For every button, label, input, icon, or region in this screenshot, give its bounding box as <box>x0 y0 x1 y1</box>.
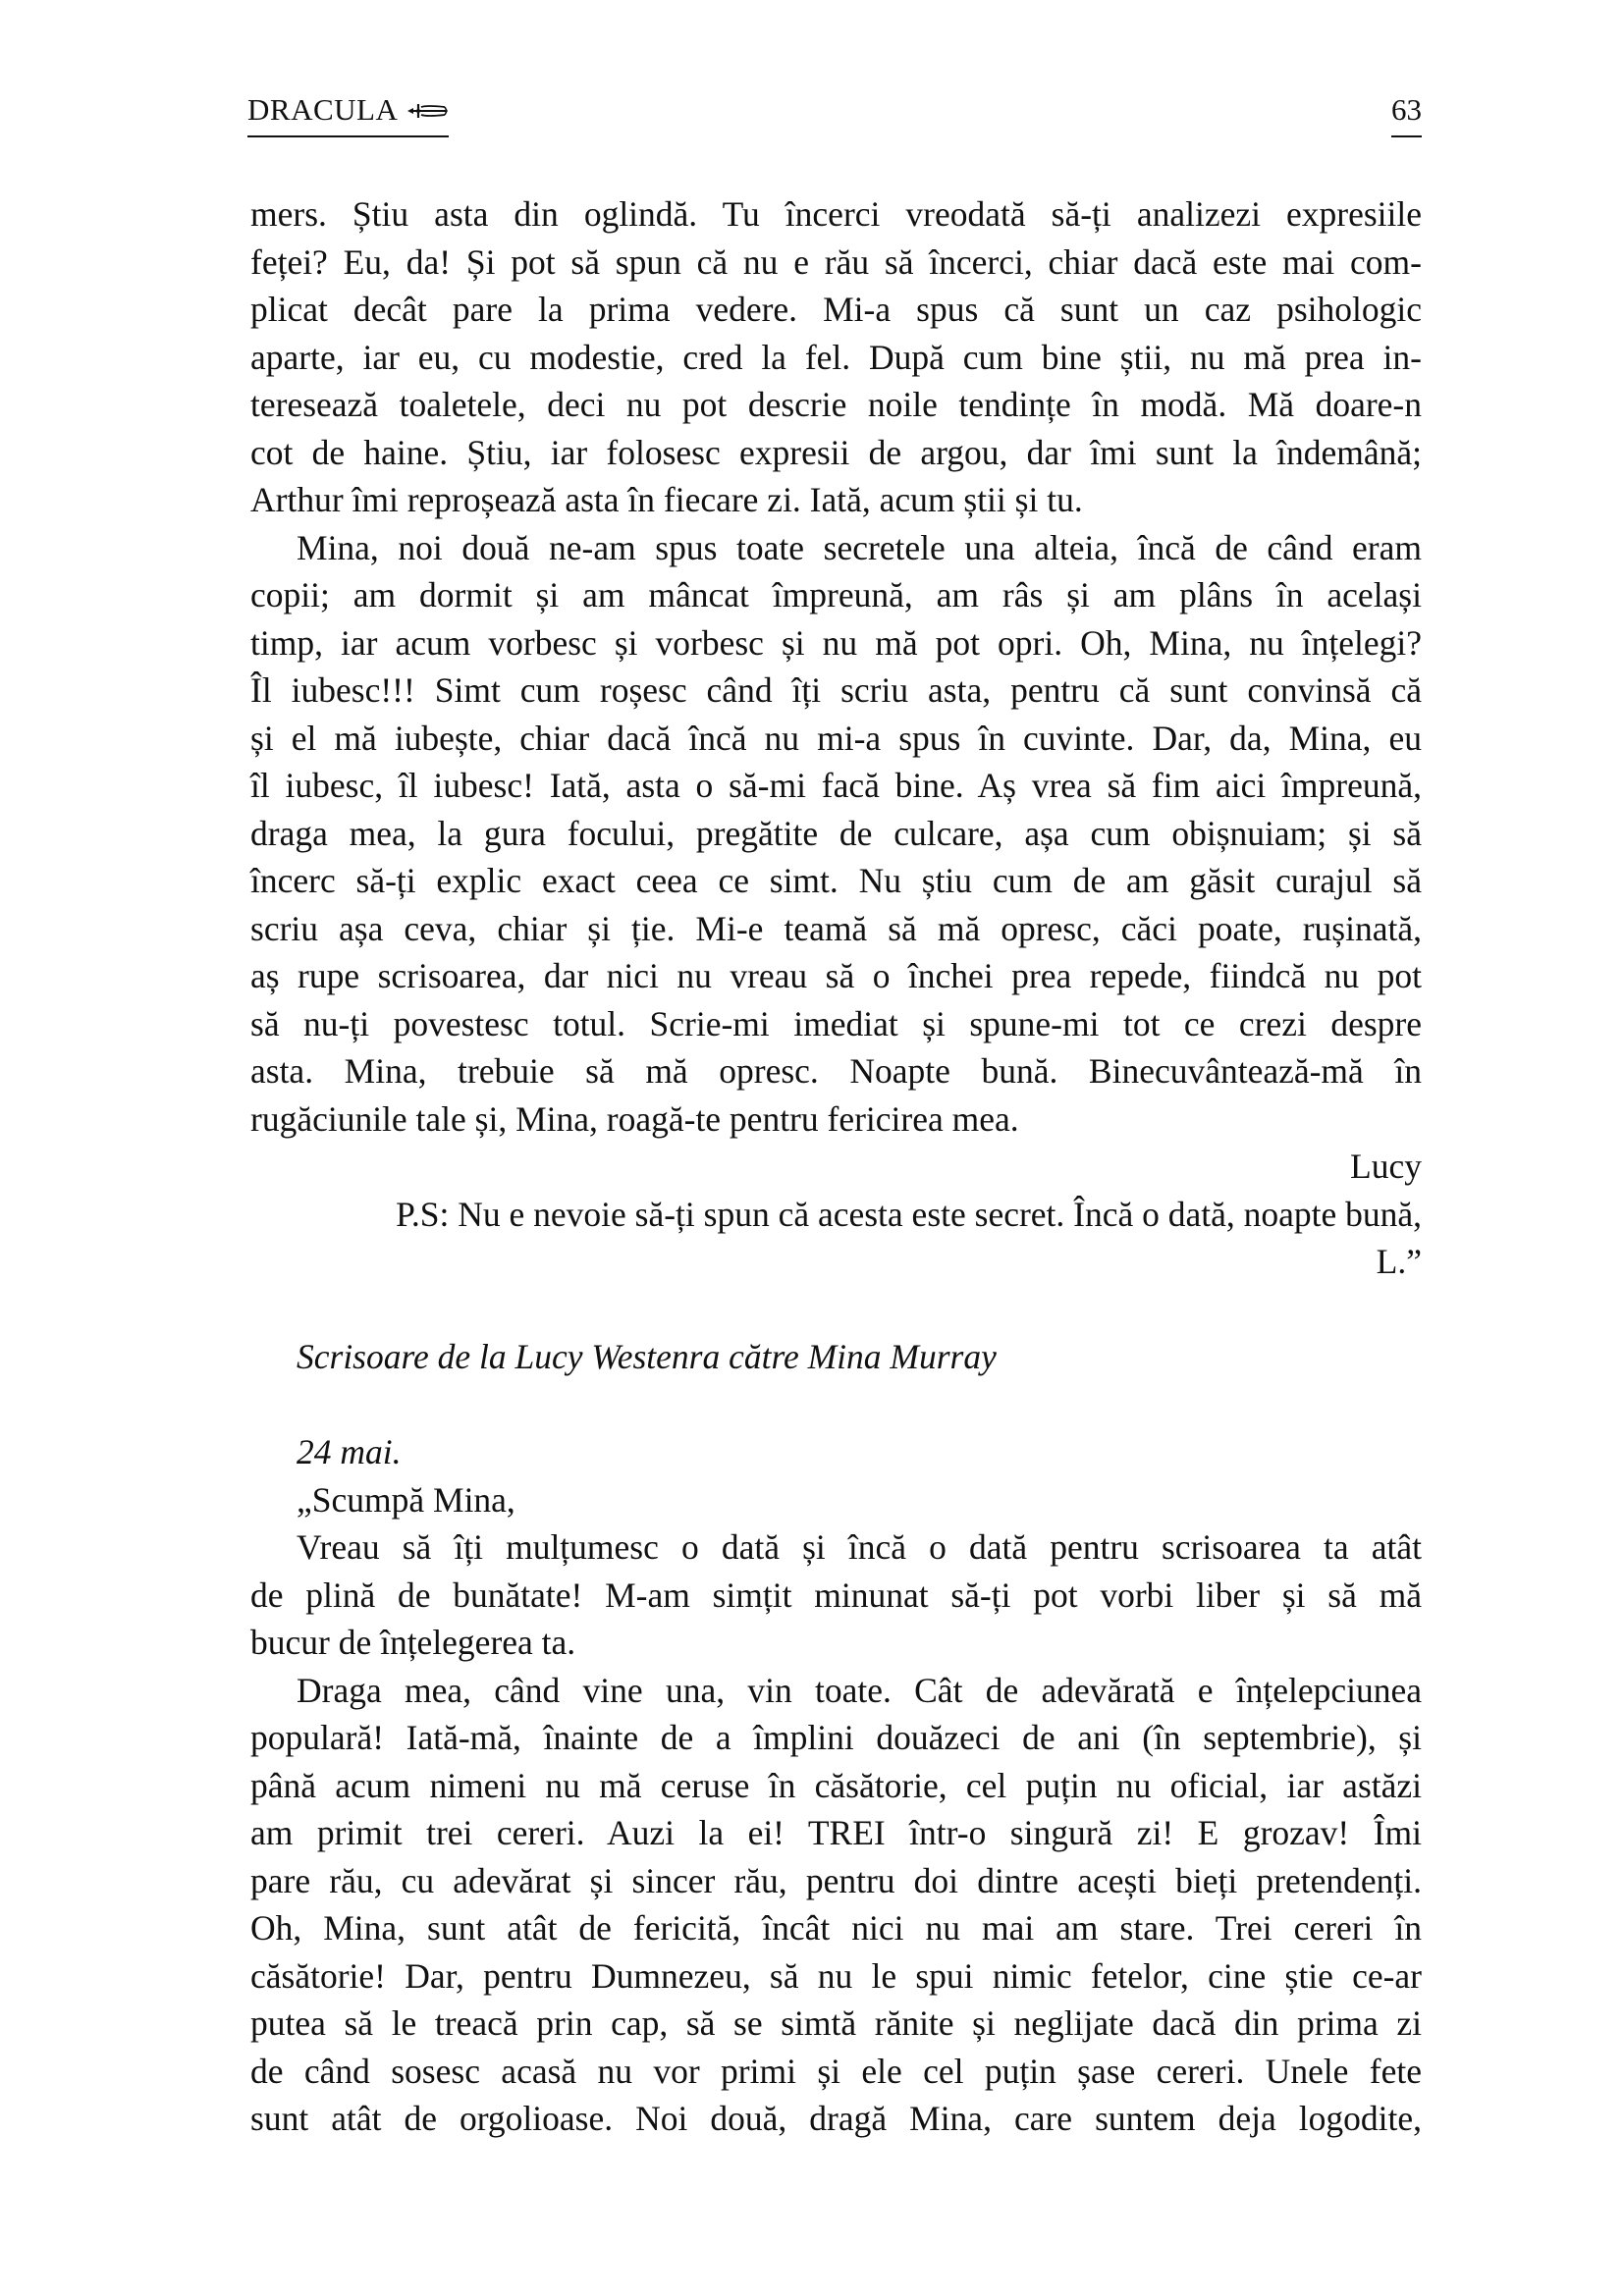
text-line: încerc să-ți explic exact ceea ce simt. Nu știu cum de am găsit curajul să <box>250 861 1422 900</box>
text-line: Draga mea, când vine una, vin toate. Cât de adevărată e înțelepciunea <box>297 1670 1422 1710</box>
text-line: asta. Mina, trebuie să mă opresc. Noapte bună. Binecuvântează-mă în <box>250 1051 1422 1091</box>
running-head <box>247 90 1422 139</box>
book-title: DRACULA <box>247 92 399 127</box>
letter-salutation: „Scumpă Mina, <box>297 1479 515 1520</box>
paragraph-1 <box>250 190 1422 524</box>
page-body <box>250 190 1422 2143</box>
paragraph-4 <box>250 1667 1422 2143</box>
text-line: Mina, noi două ne-am spus toate secretele una alteia, încă de când eram <box>297 527 1422 567</box>
text-line: putea să le treacă prin cap, să se simtă rănite și neglijate dacă din prima zi <box>250 2003 1422 2043</box>
text-line: să nu-ți povestesc totul. Scrie-mi imediat și spune-mi tot ce crezi despre <box>250 1003 1422 1043</box>
text-line: sunt atât de orgolioase. Noi două, dragă Mina, care suntem deja logodite, <box>250 2099 1422 2138</box>
sword-fleuron-icon <box>406 102 449 120</box>
text-line: îl iubesc, îl iubesc! Iată, asta o să-mi facă bine. Aș vrea să fim aici împreună, <box>250 766 1422 805</box>
running-head-title-block <box>247 90 449 137</box>
text-line: timp, iar acum vorbesc și vorbesc și nu mă pot opri. Oh, Mina, nu înțelegi? <box>250 622 1422 663</box>
text-line: feței? Eu, da! Și pot să spun că nu e rău să încerci, chiar dacă este mai com- <box>250 241 1422 282</box>
text-line: Îl iubesc!!! Simt cum roșesc când îți scriu asta, pentru că sunt convinsă că <box>250 670 1422 710</box>
postscript: P.S: Nu e nevoie să-ți spun că acesta este secret. Încă o dată, noapte bună, <box>396 1194 1422 1234</box>
text-line: căsătorie! Dar, pentru Dumnezeu, să nu le spui nimic fetelor, cine știe ce-ar <box>250 1955 1422 1996</box>
section-spacer <box>250 1286 1422 1334</box>
text-line: cot de haine. Știu, iar folosesc expresii de argou, dar îmi sunt la îndemână; <box>250 432 1422 472</box>
text-line: Oh, Mina, sunt atât de fericită, încât nici nu mai am stare. Trei cereri în <box>250 1908 1422 1948</box>
text-line: copii; am dormit și am mâncat împreună, am râs și am plâns în același <box>250 575 1422 614</box>
text-line: bucur de înțelegerea ta. <box>250 1623 576 1662</box>
section-spacer <box>250 1381 1422 1429</box>
text-line: până acum nimeni nu mă ceruse în căsătorie, cel puțin nu oficial, iar astăzi <box>250 1765 1422 1805</box>
text-line: populară! Iată-mă, înainte de a împlini douăzeci de ani (în septembrie), și <box>250 1718 1422 1757</box>
signature: Lucy <box>1350 1147 1422 1186</box>
text-line: pare rău, cu adevărat și sincer rău, pentru doi dintre acești bieți pretendenți. <box>250 1860 1422 1900</box>
text-line: rugăciunile tale și, Mina, roagă-te pentru fericirea mea. <box>250 1098 1019 1139</box>
text-line: aparte, iar eu, cu modestie, cred la fel. După cum bine știi, nu mă prea in- <box>250 337 1422 377</box>
text-line: și el mă iubește, chiar dacă încă nu mi-a spus în cuvinte. Dar, da, Mina, eu <box>250 718 1422 758</box>
page-number-block <box>1391 90 1422 137</box>
page-number: 63 <box>1391 92 1422 127</box>
text-line: aș rupe scrisoarea, dar nici nu vreau să o închei prea repede, fiindcă nu pot <box>250 956 1422 995</box>
text-line: de când sosesc acasă nu vor primi și ele cel puțin șase cereri. Unele fete <box>250 2051 1422 2091</box>
paragraph-3 <box>250 1523 1422 1667</box>
text-line: Arthur îmi reproșează asta în fiecare zi. Iată, acum știi și tu. <box>250 480 1083 519</box>
text-line: Vreau să îți mulțumesc o dată și încă o dată pentru scrisoarea ta atât <box>297 1527 1422 1567</box>
text-line: plicat decât pare la prima vedere. Mi-a spus că sunt un caz psihologic <box>250 290 1422 329</box>
section-heading: Scrisoare de la Lucy Westenra către Mina Murray <box>297 1337 997 1376</box>
text-line: mers. Știu asta din oglindă. Tu încerci vreodată să-ți analizezi expresiile <box>250 194 1422 234</box>
text-line: scriu așa ceva, chiar și ție. Mi-e teamă să mă opresc, căci poate, rușinată, <box>250 908 1422 948</box>
text-line: teresează toaletele, deci nu pot descrie noile tendințe în modă. Mă doare-n <box>250 385 1422 424</box>
text-line: am primit trei cereri. Auzi la ei! TREI într-o singură zi! E grozav! Îmi <box>250 1813 1422 1852</box>
text-line: de plină de bunătate! M-am simțit minunat să-ți pot vorbi liber și să mă <box>250 1575 1422 1615</box>
postscript-signature: L.” <box>1376 1242 1422 1281</box>
paragraph-2 <box>250 524 1422 1144</box>
text-line: draga mea, la gura focului, pregătite de culcare, așa cum obișnuiam; și să <box>250 813 1422 853</box>
letter-date: 24 mai. <box>297 1432 402 1471</box>
